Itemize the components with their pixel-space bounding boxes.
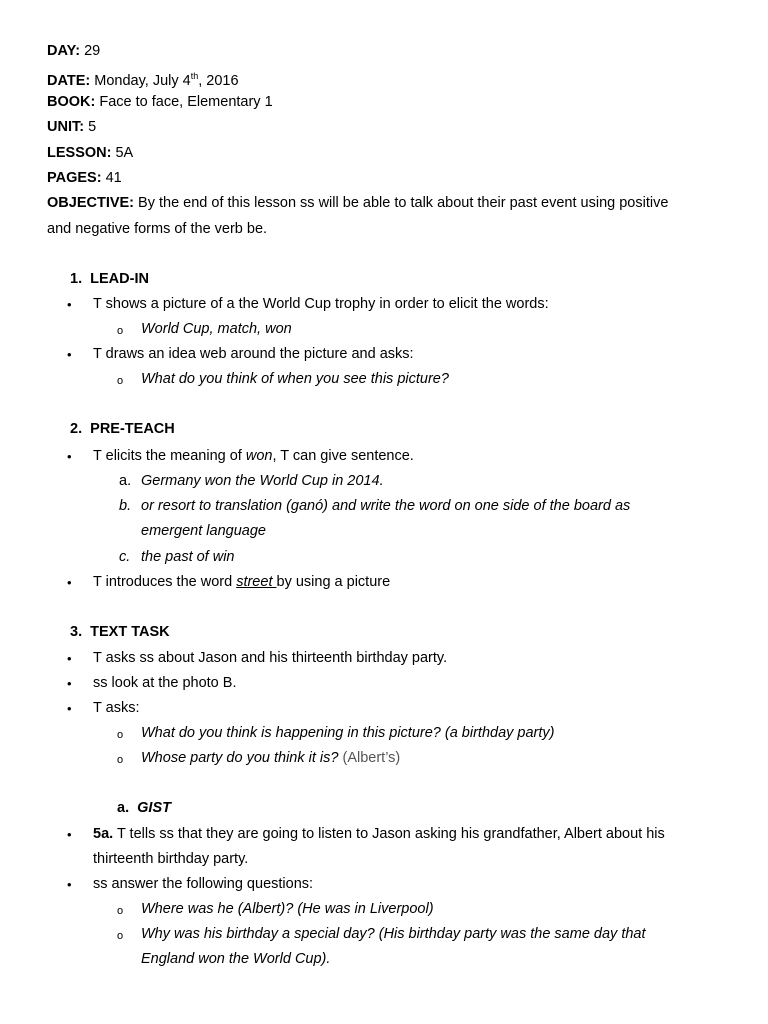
section-2-bullet-1: [93, 448, 414, 465]
unit-label: UNIT:: [47, 119, 85, 135]
pages-line: [47, 170, 122, 187]
section-1-sub-1-text: World Cup, match, won: [141, 321, 292, 337]
day-line: [47, 43, 100, 60]
gist-title: GIST: [137, 800, 171, 816]
question-1-text: What do you think is happening in this picture? (a birthday party): [141, 725, 555, 741]
pages-label: PAGES:: [47, 170, 102, 186]
section-1-sub-2-text: What do you think of when you see this picture?: [141, 371, 449, 387]
item-c-label: c.: [119, 549, 131, 565]
book-value: Face to face, Elementary 1: [99, 94, 273, 110]
day-label: DAY:: [47, 43, 81, 59]
question-2-text: Whose party do you think it is?: [141, 750, 339, 766]
gist-question-2-text: Why was his birthday a special day? (His birthday party was the same day that: [141, 926, 646, 942]
objective-line-2: and negative forms of the verb be.: [47, 221, 268, 237]
gist-question-1-text: Where was he (Albert)? (He was in Liverpool): [141, 901, 434, 917]
section-1-heading: [70, 271, 149, 288]
section-2-bullet-2: [93, 574, 390, 591]
section-1-number: 1.: [70, 271, 83, 287]
s2-b2-word: street: [236, 574, 277, 590]
lesson-line: [47, 145, 133, 162]
section-1-bullet-2: • T draws an idea web around the picture and asks:: [93, 346, 414, 363]
section-1-sub-1: [141, 321, 292, 338]
item-b-label: b.: [119, 498, 132, 514]
item-c-text: the past of win: [141, 549, 235, 565]
gist-bullet-1-text: T tells ss that they are going to listen to Jason asking his grandfather, Albert about his: [113, 826, 665, 842]
section-1-sub-2: [141, 371, 449, 388]
section-1-bullet-1: • T shows a picture of a the World Cup trophy in order to elicit the words:: [93, 296, 549, 313]
objective-line-1: [47, 195, 668, 212]
section-3-bullet-1: • T asks ss about Jason and his thirteenth birthday party.: [93, 650, 447, 667]
pages-value: 41: [105, 170, 122, 186]
unit-value: 5: [88, 119, 97, 135]
section-3-bullet-3: • T asks:: [93, 700, 139, 717]
gist-label: a.: [117, 800, 130, 816]
gist-heading: [117, 800, 171, 817]
date-year: , 2016: [198, 72, 239, 89]
section-3-number: 3.: [70, 624, 83, 640]
section-2-item-b: [119, 498, 631, 515]
section-2-item-b-cont: [141, 523, 266, 540]
item-a-label: a.: [119, 473, 132, 489]
item-b-text-1: or resort to translation (ganó) and write the word on one side of the board as: [141, 498, 631, 514]
section-2-item-a: [119, 473, 384, 490]
section-3-heading: [70, 624, 170, 641]
date-line: [47, 68, 239, 90]
unit-line: [47, 119, 96, 136]
objective-label: OBJECTIVE:: [47, 195, 135, 211]
question-2-answer: (Albert’s): [338, 750, 401, 766]
gist-question-2-cont: [141, 951, 330, 968]
section-2-title: PRE-TEACH: [90, 421, 175, 437]
book-line: [47, 94, 273, 111]
s2-b1-pre: T elicits the meaning of: [93, 448, 246, 464]
section-3-title: TEXT TASK: [90, 624, 170, 640]
section-2-item-c: [119, 549, 235, 566]
lesson-label: LESSON:: [47, 145, 112, 161]
item-a-text: Germany won the World Cup in 2014.: [141, 473, 384, 489]
gist-bullet-1-cont: thirteenth birthday party.: [93, 851, 249, 867]
gist-bullet-1-bold: 5a.: [93, 826, 114, 842]
gist-bullet-1: [93, 826, 665, 843]
section-1-title: LEAD-IN: [90, 271, 149, 287]
lesson-value: 5A: [115, 145, 134, 161]
objective-text-1: By the end of this lesson ss will be able to talk about their past event using positive: [138, 195, 669, 211]
s2-b2-pre: T introduces the word: [93, 574, 237, 590]
date-superscript: th: [190, 71, 199, 81]
s2-b1-word: won: [245, 448, 273, 464]
day-value: 29: [84, 43, 101, 59]
s2-b1-post: , T can give sentence.: [272, 448, 414, 464]
section-3-question-1: [141, 725, 554, 742]
gist-question-2-text-2: England won the World Cup).: [141, 951, 331, 967]
date-label: DATE:: [47, 72, 91, 89]
section-2-heading: [70, 421, 175, 438]
section-3-bullet-2: • ss look at the photo B.: [93, 675, 236, 692]
gist-question-1: [141, 901, 434, 918]
section-2-number: 2.: [70, 421, 83, 437]
gist-bullet-2: • ss answer the following questions:: [93, 876, 313, 893]
date-value: Monday, July 4: [94, 72, 191, 89]
s2-b2-post: by using a picture: [276, 574, 391, 590]
book-label: BOOK:: [47, 94, 96, 110]
item-b-text-2: emergent language: [141, 523, 266, 539]
section-3-question-2: [141, 750, 400, 767]
gist-question-2: [141, 926, 646, 943]
